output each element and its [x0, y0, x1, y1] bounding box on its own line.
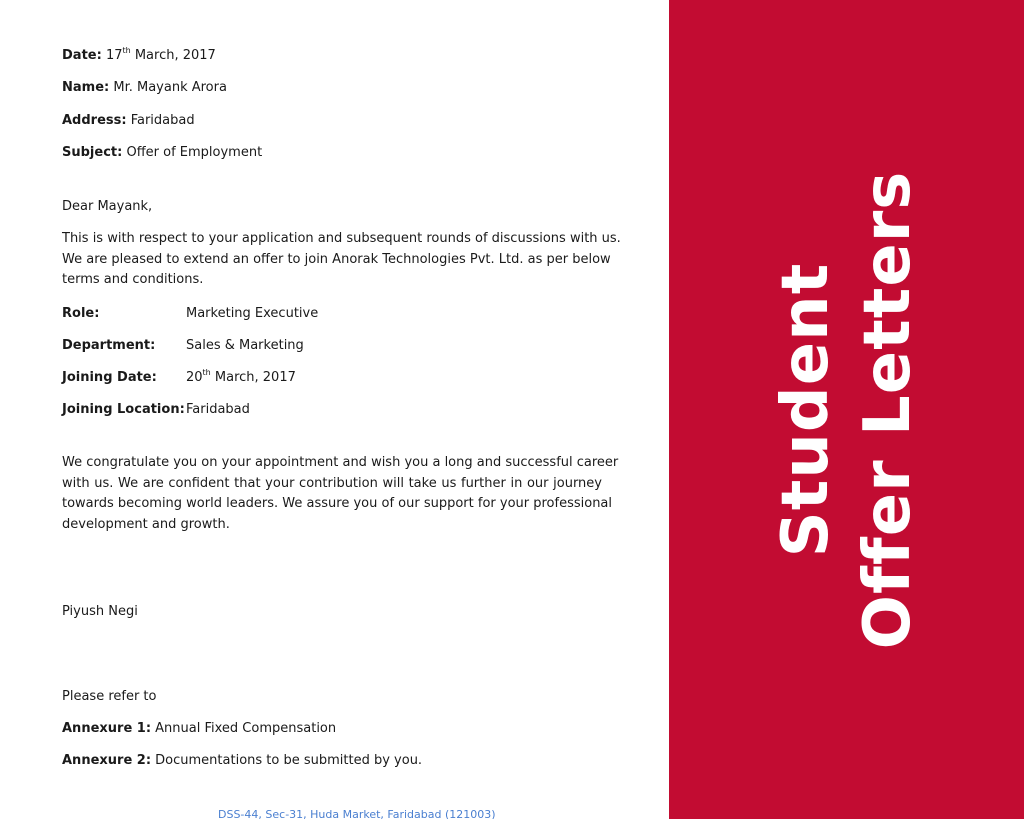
joining-date-suffix: th [202, 367, 211, 377]
panel-title-line-1: Student [768, 262, 843, 557]
intro-line: This is with respect to your application and subsequent rounds of discussions with us. [62, 231, 621, 246]
closing-line: with us. We are confident that your contribution will take us further in our journey [62, 475, 602, 491]
date-line [62, 46, 216, 67]
address-value: Faridabad [126, 113, 195, 128]
closing-paragraph [62, 453, 619, 535]
annexure-2-label: Annexure 2: [62, 753, 152, 768]
joining-location-value: Faridabad [186, 402, 250, 417]
role-label: Role: [62, 306, 100, 321]
joining-date-day: 20 [186, 370, 203, 385]
joining-date-value [186, 368, 296, 389]
refer-text: Please refer to [62, 689, 157, 704]
date-label: Date: [62, 48, 102, 63]
intro-paragraph [62, 229, 621, 291]
role-value: Marketing Executive [186, 306, 319, 321]
department-value: Sales & Marketing [186, 338, 304, 353]
name-line [62, 78, 227, 99]
annexure-1-value: Annual Fixed Compensation [151, 721, 337, 736]
title-panel [669, 0, 1024, 819]
closing-line: We congratulate you on your appointment and wish you a long and successful career [62, 455, 619, 470]
subject-label: Subject: [62, 145, 123, 160]
annexure-2-value: Documentations to be submitted by you. [151, 753, 423, 768]
closing-line: towards becoming world leaders. We assure you of our support for your professional [62, 496, 613, 511]
date-suffix: th [122, 45, 131, 55]
annexure-2 [62, 751, 422, 772]
panel-title [765, 170, 929, 649]
joining-date-label: Joining Date: [62, 370, 157, 385]
joining-date-rest: March, 2017 [210, 370, 296, 385]
offer-letter [62, 0, 621, 819]
address-line [62, 111, 195, 132]
subject-line [62, 143, 262, 164]
panel-title-line-2: Offer Letters [850, 170, 925, 649]
signatory-name: Piyush Negi [62, 604, 138, 619]
greeting: Dear Mayank, [62, 199, 153, 214]
intro-line: We are pleased to extend an offer to join Anorak Technologies Pvt. Ltd. as per below [62, 251, 611, 267]
footer-address: DSS-44, Sec-31, Huda Market, Faridabad (121003) [218, 808, 496, 819]
joining-location-label: Joining Location: [62, 402, 185, 417]
annexure-1-label: Annexure 1: [62, 721, 152, 736]
address-label: Address: [62, 113, 127, 128]
date-day: 17 [105, 48, 123, 63]
name-value: Mr. Mayank Arora [109, 80, 227, 95]
department-label: Department: [62, 338, 156, 353]
closing-line: development and growth. [62, 516, 230, 532]
subject-value: Offer of Employment [122, 145, 263, 160]
intro-line: terms and conditions. [62, 272, 204, 287]
date-rest: March, 2017 [130, 48, 216, 63]
name-label: Name: [62, 80, 110, 95]
annexure-1 [62, 719, 336, 740]
